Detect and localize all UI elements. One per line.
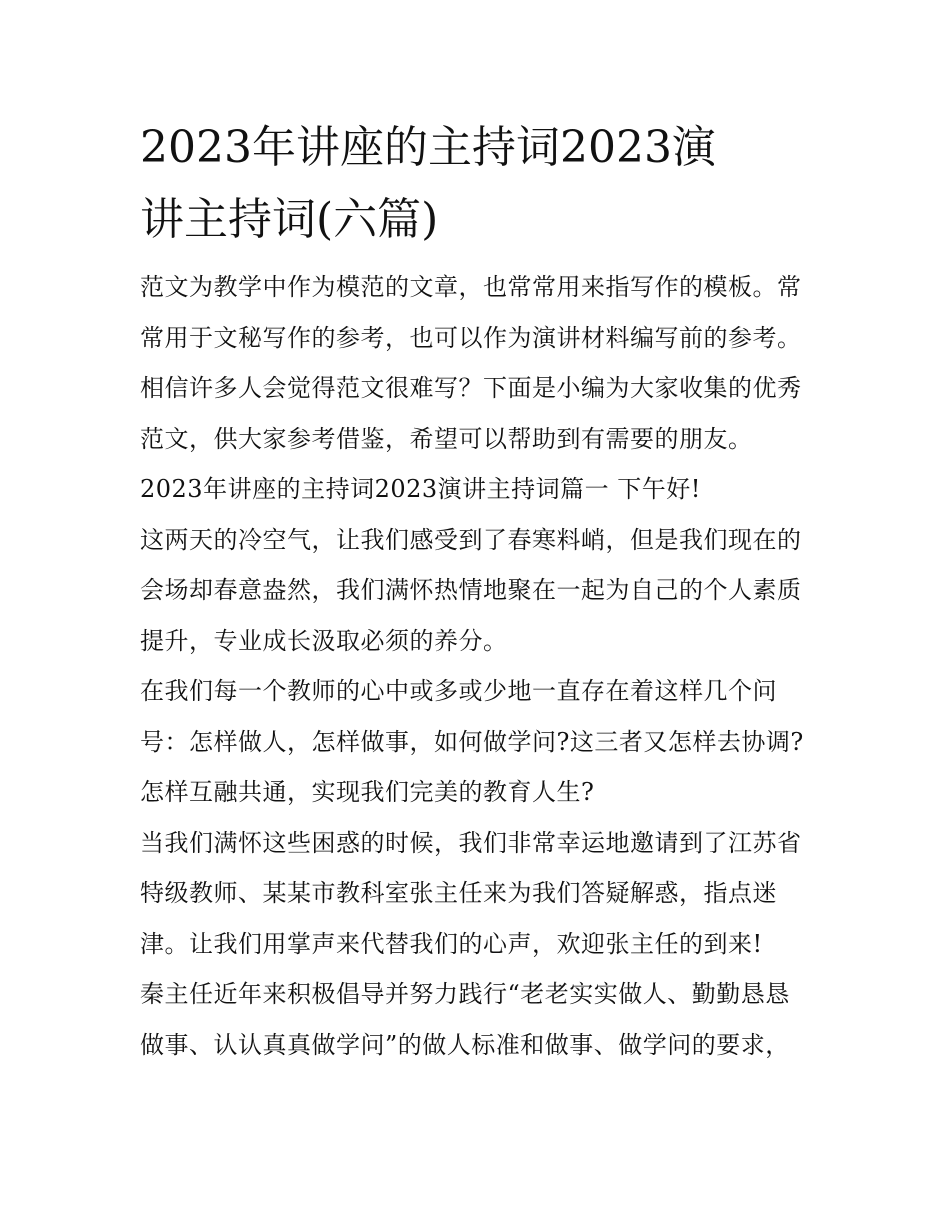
text-line: 范文为教学中作为模范的文章，也常常用来指写作的模板。常: [140, 273, 802, 301]
title-line-2: 讲主持词(六篇): [140, 194, 439, 245]
text-line: 秦主任近年来积极倡导并努力践行“老老实实做人、勤勤恳恳: [140, 980, 790, 1008]
text-line: 提升，专业成长汲取必须的养分。: [140, 626, 508, 655]
paragraph-section-heading: [140, 464, 820, 515]
text-line: 2023年讲座的主持词2023演讲主持词篇一 下午好!: [140, 475, 701, 503]
paragraph-opening: [140, 515, 820, 667]
paragraph-invitation: [140, 818, 820, 970]
text-line: 在我们每一个教师的心中或多或少地一直存在着这样几个问: [140, 677, 777, 705]
text-line: 常用于文秘写作的参考，也可以作为演讲材料编写前的参考。: [140, 323, 802, 352]
paragraph-questions: [140, 666, 820, 818]
title-line-1: 2023年讲座的主持词2023演: [140, 122, 716, 173]
text-line: 相信许多人会觉得范文很难写？下面是小编为大家收集的优秀: [140, 374, 802, 402]
text-line: 津。让我们用掌声来代替我们的心声，欢迎张主任的到来!: [140, 929, 763, 958]
paragraph-introduction: [140, 969, 820, 1070]
text-line: 这两天的冷空气，让我们感受到了春寒料峭，但是我们现在的: [140, 525, 802, 554]
text-line: 号：怎样做人，怎样做事，如何做学问?这三者又怎样去协调?: [140, 727, 804, 756]
text-line: 特级教师、某某市教科室张主任来为我们答疑解惑，指点迷: [140, 879, 777, 907]
paragraph-intro: [140, 262, 820, 464]
text-line: 做事、认认真真做学问”的做人标准和做事、做学问的要求，: [140, 1030, 790, 1059]
text-line: 当我们满怀这些困惑的时候，我们非常幸运地邀请到了江苏省: [140, 828, 802, 857]
text-line: 怎样互融共通，实现我们完美的教育人生?: [140, 778, 595, 806]
text-line: 会场却春意盎然，我们满怀热情地聚在一起为自己的个人素质: [140, 576, 802, 604]
text-line: 范文，供大家参考借鉴，希望可以帮助到有需要的朋友。: [140, 424, 753, 453]
document-title: [140, 112, 820, 256]
document-page: [140, 112, 820, 1070]
